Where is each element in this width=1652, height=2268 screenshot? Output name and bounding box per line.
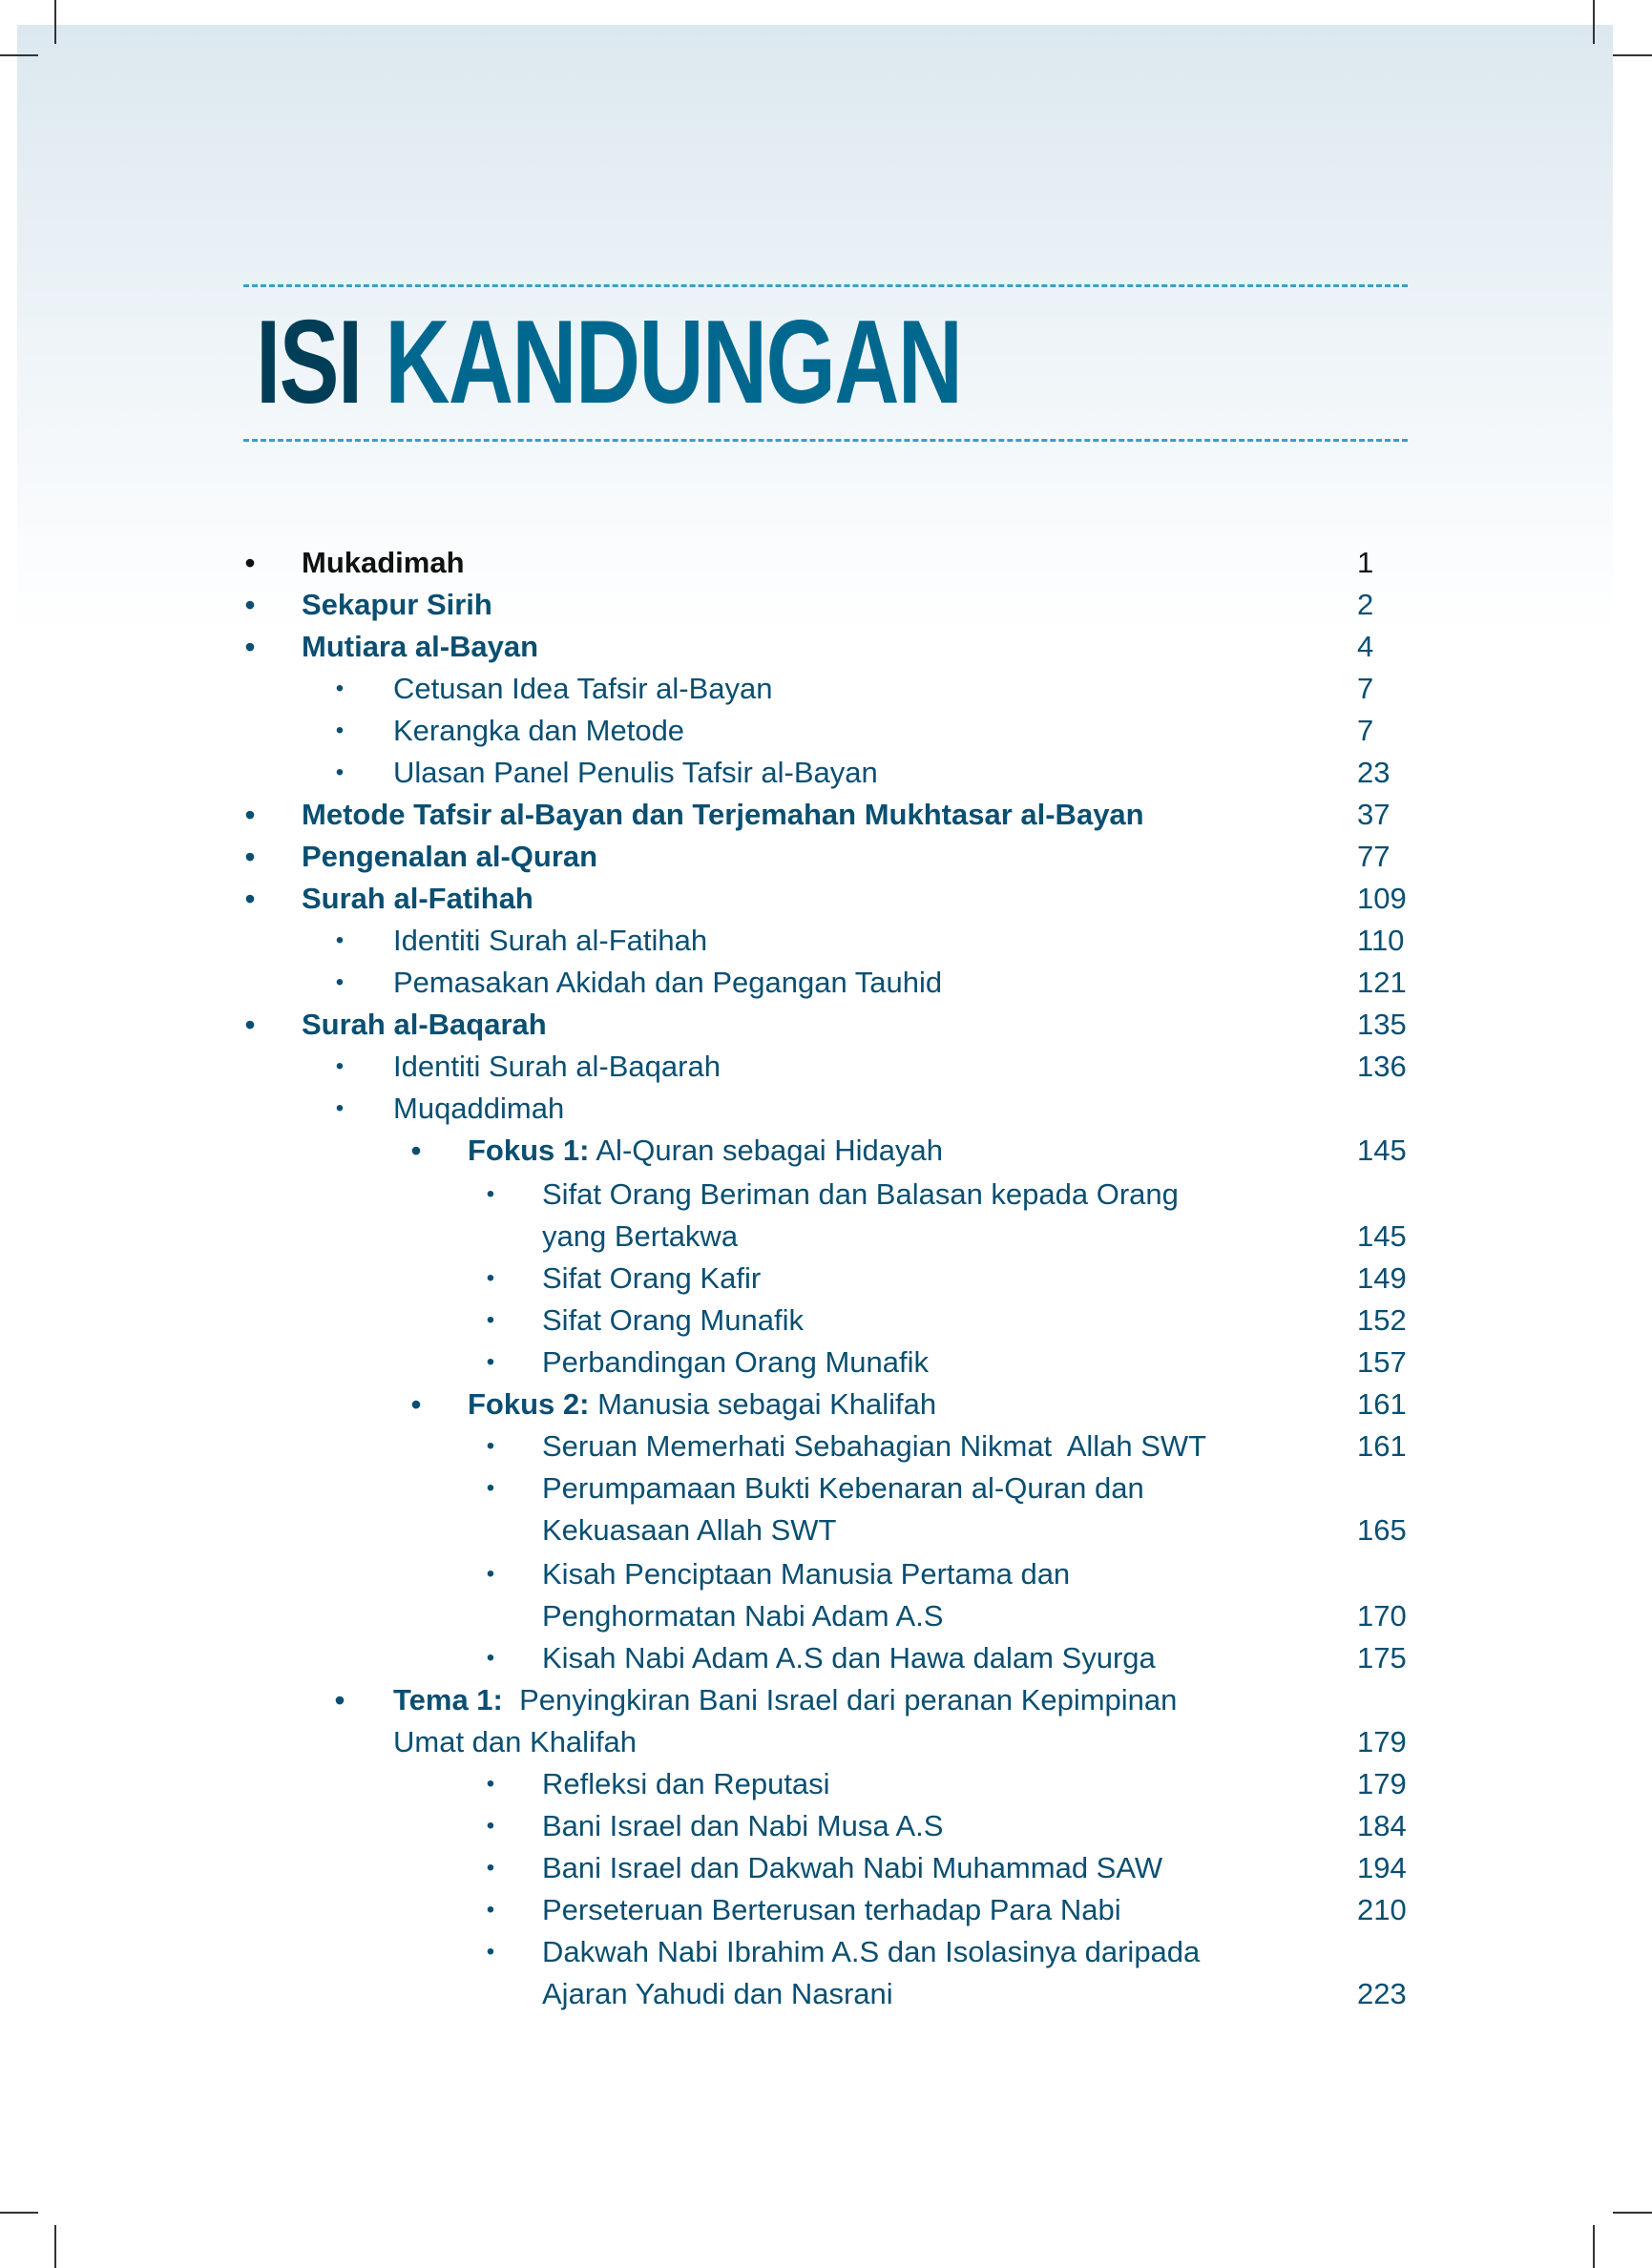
toc-entry-page: 7 <box>1357 672 1374 705</box>
toc-entry-label: Identiti Surah al-Fatihah <box>393 924 708 957</box>
crop-mark-top-left-horizontal <box>0 54 38 56</box>
bullet-icon: • <box>335 1095 345 1121</box>
toc-entry-page: 149 <box>1357 1261 1407 1295</box>
toc-entry-label-continued: Umat dan Khalifah <box>393 1725 638 1758</box>
toc-entry-surah-al-fatihah[interactable] <box>0 878 1652 920</box>
toc-entry-mukadimah[interactable] <box>0 542 1652 584</box>
toc-entry-label: Sifat Orang Munafik <box>542 1303 804 1337</box>
toc-entry-page: 179 <box>1357 1725 1407 1758</box>
toc-entry-identiti-al-baqarah[interactable] <box>0 1046 1652 1088</box>
toc-entry-page: 161 <box>1357 1387 1407 1421</box>
toc-entry-label <box>468 1384 936 1425</box>
bullet-icon: • <box>244 1008 256 1042</box>
toc-entry-ulasan-panel[interactable] <box>0 752 1652 794</box>
bullet-icon: • <box>244 840 256 874</box>
toc-entry-page: 37 <box>1357 798 1391 831</box>
bullet-icon: • <box>410 1387 422 1422</box>
toc-entry-perseteruan[interactable] <box>0 1889 1652 1931</box>
toc-entry-metode-tafsir[interactable] <box>0 794 1652 836</box>
toc-entry-label: Kerangka dan Metode <box>393 714 685 747</box>
toc-entry-label <box>393 1679 1177 1721</box>
bullet-icon: • <box>335 1053 345 1079</box>
bullet-icon: • <box>486 1771 495 1797</box>
toc-entry-page: 179 <box>1357 1767 1407 1800</box>
toc-entry-page: 210 <box>1357 1893 1407 1926</box>
bullet-icon: • <box>486 1307 495 1333</box>
toc-entry-label: Cetusan Idea Tafsir al-Bayan <box>393 672 773 705</box>
toc-entry-label: Kisah Penciptaan Manusia Pertama dan <box>542 1557 1071 1591</box>
toc-entry-label: Surah al-Fatihah <box>302 882 533 915</box>
bullet-icon: • <box>244 630 256 664</box>
toc-entry-kisah-nabi-adam[interactable] <box>0 1637 1652 1679</box>
toc-entry-sifat-orang-kafir[interactable] <box>0 1258 1652 1300</box>
toc-entry-page: 194 <box>1357 1851 1407 1884</box>
toc-entry-page: 110 <box>1357 924 1405 957</box>
bullet-icon: • <box>335 927 345 953</box>
toc-entry-page: 170 <box>1357 1599 1407 1633</box>
toc-entry-label: Ulasan Panel Penulis Tafsir al-Bayan <box>393 756 878 789</box>
toc-entry-label: Perseteruan Berterusan terhadap Para Nabi <box>542 1893 1121 1926</box>
toc-entry-kerangka-dan-metode[interactable] <box>0 710 1652 752</box>
toc-entry-seruan-memerhati[interactable] <box>0 1425 1652 1467</box>
toc-entry-page: 145 <box>1357 1134 1407 1167</box>
toc-entry-surah-al-baqarah[interactable] <box>0 1004 1652 1046</box>
toc-entry-label: Pemasakan Akidah dan Pegangan Tauhid <box>393 966 943 999</box>
bullet-icon: • <box>335 718 345 743</box>
toc-entry-label: Surah al-Baqarah <box>302 1008 547 1041</box>
toc-entry-label: Mukadimah <box>302 546 465 579</box>
bullet-icon: • <box>486 1939 495 1965</box>
toc-entry-title: Penyingkiran Bani Israel dari peranan Kepimpinan <box>511 1683 1178 1717</box>
crop-mark-top-right-horizontal <box>1613 54 1652 56</box>
toc-entry-muqaddimah[interactable] <box>0 1088 1652 1130</box>
toc-entry-label: Bani Israel dan Dakwah Nabi Muhammad SAW <box>542 1851 1163 1884</box>
bullet-icon: • <box>244 882 256 916</box>
bullet-icon: • <box>244 546 256 580</box>
toc-entry-bani-israel-muhammad[interactable] <box>0 1847 1652 1889</box>
toc-entry-sifat-orang-munafik[interactable] <box>0 1300 1652 1342</box>
toc-entry-label: Metode Tafsir al-Bayan dan Terjemahan Mukhtasar al-Bayan <box>302 798 1144 831</box>
toc-entry-bani-israel-musa[interactable] <box>0 1805 1652 1847</box>
toc-entry-page: 136 <box>1357 1050 1407 1083</box>
bullet-icon: • <box>486 1897 495 1923</box>
toc-entry-page: 161 <box>1357 1429 1407 1463</box>
title-dashed-rule-top <box>243 284 1408 287</box>
toc-entry-page: 175 <box>1357 1641 1407 1675</box>
bullet-icon: • <box>486 1265 495 1291</box>
bullet-icon: • <box>410 1134 422 1168</box>
bullet-icon: • <box>486 1813 495 1839</box>
toc-entry-dakwah-nabi-ibrahim-line-2[interactable] <box>0 1973 1652 2015</box>
toc-entry-kisah-penciptaan[interactable] <box>0 1553 1652 1595</box>
bullet-icon: • <box>334 1683 345 1717</box>
toc-entry-page: 2 <box>1357 588 1374 621</box>
toc-entry-pengenalan-al-quran[interactable] <box>0 836 1652 878</box>
toc-entry-page: 184 <box>1357 1809 1407 1842</box>
toc-entry-sifat-orang-beriman-line-2[interactable] <box>0 1216 1652 1258</box>
toc-entry-tema-1[interactable] <box>0 1679 1652 1721</box>
title-dashed-rule-bottom <box>243 439 1408 442</box>
toc-entry-page: 157 <box>1357 1345 1407 1379</box>
bullet-icon: • <box>486 1855 495 1881</box>
toc-entry-label: Pengenalan al-Quran <box>302 840 598 873</box>
toc-entry-page: 223 <box>1357 1977 1407 2010</box>
toc-entry-label: Seruan Memerhati Sebahagian Nikmat Allah SWT <box>542 1429 1207 1463</box>
toc-entry-label: Refleksi dan Reputasi <box>542 1767 830 1800</box>
toc-entry-perbandingan-orang-munafik[interactable] <box>0 1342 1652 1384</box>
toc-entry-label-continued: Ajaran Yahudi dan Nasrani <box>542 1977 893 2010</box>
crop-mark-bottom-left-vertical <box>54 2225 56 2268</box>
toc-entry-page: 23 <box>1357 756 1391 789</box>
bullet-icon: • <box>486 1433 495 1459</box>
toc-entry-label: Muqaddimah <box>393 1092 565 1125</box>
toc-entry-fokus-1[interactable] <box>0 1130 1652 1172</box>
toc-entry-perumpamaan-bukti-line-2[interactable] <box>0 1509 1652 1551</box>
bullet-icon: • <box>486 1561 495 1587</box>
toc-entry-page: 135 <box>1357 1008 1407 1041</box>
bullet-icon: • <box>335 969 345 995</box>
toc-entry-prefix: Tema 1: <box>393 1683 503 1717</box>
toc-entry-refleksi-dan-reputasi[interactable] <box>0 1763 1652 1805</box>
toc-entry-label-continued: Penghormatan Nabi Adam A.S <box>542 1599 944 1633</box>
bullet-icon: • <box>335 759 345 785</box>
toc-entry-dakwah-nabi-ibrahim[interactable] <box>0 1931 1652 1973</box>
toc-entry-prefix: Fokus 2: <box>468 1387 590 1421</box>
toc-entry-page: 7 <box>1357 714 1374 747</box>
toc-entry-label: Bani Israel dan Nabi Musa A.S <box>542 1809 944 1842</box>
toc-entry-label-continued: yang Bertakwa <box>542 1219 739 1253</box>
crop-mark-top-left-vertical <box>54 0 56 44</box>
toc-entry-label <box>468 1130 943 1172</box>
crop-mark-bottom-left-horizontal <box>0 2212 38 2214</box>
toc-entry-label: Sekapur Sirih <box>302 588 492 621</box>
toc-entry-page: 145 <box>1357 1219 1407 1253</box>
bullet-icon: • <box>244 588 256 622</box>
toc-entry-label: Mutiara al-Bayan <box>302 630 539 663</box>
toc-entry-label: Perumpamaan Bukti Kebenaran al-Quran dan <box>542 1471 1144 1505</box>
toc-entry-tema-1-line-2[interactable] <box>0 1721 1652 1763</box>
toc-entry-label: Kisah Nabi Adam A.S dan Hawa dalam Syurga <box>542 1641 1156 1675</box>
toc-entry-sifat-orang-beriman[interactable] <box>0 1174 1652 1216</box>
crop-mark-bottom-right-vertical <box>1593 2225 1595 2268</box>
toc-entry-page: 109 <box>1357 882 1407 915</box>
toc-entry-label: Sifat Orang Beriman dan Balasan kepada Orang <box>542 1177 1179 1211</box>
crop-mark-top-right-vertical <box>1593 0 1595 44</box>
toc-entry-label-continued: Kekuasaan Allah SWT <box>542 1513 837 1547</box>
toc-entry-page: 152 <box>1357 1303 1407 1337</box>
toc-entry-page: 1 <box>1357 546 1374 579</box>
toc-entry-page: 121 <box>1357 966 1407 999</box>
toc-entry-title: Manusia sebagai Khalifah <box>597 1387 937 1421</box>
bullet-icon: • <box>486 1349 495 1375</box>
toc-entry-page: 77 <box>1357 840 1391 873</box>
bullet-icon: • <box>486 1181 495 1207</box>
bullet-icon: • <box>244 798 256 832</box>
bullet-icon: • <box>486 1645 495 1671</box>
crop-mark-bottom-right-horizontal <box>1613 2212 1652 2214</box>
toc-entry-prefix: Fokus 1: <box>468 1134 590 1167</box>
toc-entry-cetusan-idea[interactable] <box>0 668 1652 710</box>
toc-entry-page: 4 <box>1357 630 1374 663</box>
toc-entry-page: 165 <box>1357 1513 1407 1547</box>
toc-entry-sekapur-sirih[interactable] <box>0 584 1652 626</box>
title-word-1: ISI <box>256 297 362 428</box>
title-word-2: KANDUNGAN <box>385 297 962 428</box>
toc-entry-kisah-penciptaan-line-2[interactable] <box>0 1595 1652 1637</box>
bullet-icon: • <box>335 676 345 701</box>
toc-entry-title: Al-Quran sebagai Hidayah <box>596 1134 943 1167</box>
toc-entry-mutiara-al-bayan[interactable] <box>0 626 1652 668</box>
toc-entry-pemasakan-akidah[interactable] <box>0 962 1652 1004</box>
toc-entry-identiti-al-fatihah[interactable] <box>0 920 1652 962</box>
toc-entry-label: Sifat Orang Kafir <box>542 1261 762 1295</box>
toc-entry-fokus-2[interactable] <box>0 1384 1652 1425</box>
toc-entry-label: Perbandingan Orang Munafik <box>542 1345 929 1379</box>
toc-entry-label: Dakwah Nabi Ibrahim A.S dan Isolasinya daripada <box>542 1935 1201 1968</box>
page-title <box>256 296 961 429</box>
bullet-icon: • <box>486 1475 495 1501</box>
toc-entry-perumpamaan-bukti[interactable] <box>0 1467 1652 1509</box>
toc-entry-label: Identiti Surah al-Baqarah <box>393 1050 721 1083</box>
